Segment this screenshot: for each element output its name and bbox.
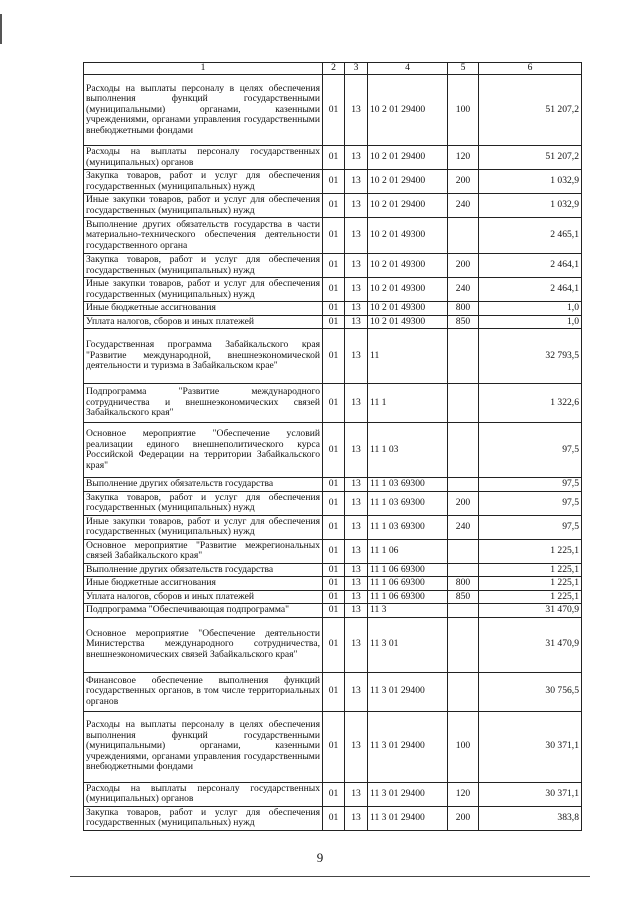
row-target-code: 10 2 01 49300	[368, 278, 448, 302]
row-target-code: 10 2 01 49300	[368, 302, 448, 316]
table-row	[84, 278, 582, 302]
row-amount: 51 207,2	[479, 75, 582, 146]
row-expense-type	[448, 218, 479, 254]
table-row	[84, 590, 582, 604]
row-subsection: 13	[345, 278, 368, 302]
row-name: Закупка товаров, работ и услуг для обеспечения государственных (муниципальных) нужд	[84, 170, 323, 194]
row-section: 01	[323, 672, 345, 711]
table-row	[84, 672, 582, 711]
header-cell-6: 6	[479, 63, 582, 75]
row-expense-type: 800	[448, 577, 479, 591]
row-expense-type: 200	[448, 806, 479, 830]
row-subsection: 13	[345, 170, 368, 194]
row-target-code: 11 3 01	[368, 617, 448, 672]
row-amount: 1 032,9	[479, 170, 582, 194]
row-amount: 1,0	[479, 302, 582, 316]
row-expense-type: 120	[448, 782, 479, 806]
row-expense-type	[448, 539, 479, 563]
row-name: Основное мероприятие "Обеспечение условий реализации единого внешнеполитического курса Российской Федерации на территории Забайкальского края"	[84, 423, 323, 478]
row-section: 01	[323, 563, 345, 577]
row-name: Закупка товаров, работ и услуг для обеспечения государственных (муниципальных) нужд	[84, 254, 323, 278]
row-amount: 30 756,5	[479, 672, 582, 711]
row-name: Закупка товаров, работ и услуг для обеспечения государственных (муниципальных) нужд	[84, 491, 323, 515]
row-expense-type	[448, 604, 479, 618]
row-target-code: 11 1 06	[368, 539, 448, 563]
page-number: 9	[316, 850, 324, 865]
row-name: Государственная программа Забайкальского края "Развитие международной, внешнеэкономической деятельности и туризма в Забайкальском крае"	[84, 329, 323, 384]
row-section: 01	[323, 423, 345, 478]
row-subsection: 13	[345, 782, 368, 806]
row-name: Расходы на выплаты персоналу в целях обеспечения выполнения функций государственными (муниципальными) органами, казенными учреждениями, органами управления государственными внебюджетными фондами	[84, 711, 323, 782]
row-section: 01	[323, 617, 345, 672]
row-name: Иные бюджетные ассигнования	[84, 302, 323, 316]
row-section: 01	[323, 254, 345, 278]
row-target-code: 10 2 01 29400	[368, 75, 448, 146]
scan-edge-mark	[0, 14, 2, 44]
row-expense-type: 120	[448, 146, 479, 170]
row-name: Расходы на выплаты персоналу в целях обеспечения выполнения функций государственными (муниципальными) органами, казенными учреждениями, органами управления государственными внебюджетными фондами	[84, 75, 323, 146]
row-name: Подпрограмма "Обеспечивающая подпрограмма"	[84, 604, 323, 618]
row-section: 01	[323, 384, 345, 423]
table-row	[84, 315, 582, 329]
row-name: Расходы на выплаты персоналу государственных (муниципальных) органов	[84, 146, 323, 170]
row-expense-type: 800	[448, 302, 479, 316]
table-row	[84, 782, 582, 806]
table-row	[84, 604, 582, 618]
row-name: Подпрограмма "Развитие международного сотрудничества и внешнеэкономических связей Забайкальского края"	[84, 384, 323, 423]
row-name: Финансовое обеспечение выполнения функций государственных органов, в том числе территориальных органов	[84, 672, 323, 711]
row-amount: 30 371,1	[479, 711, 582, 782]
row-target-code: 10 2 01 49300	[368, 218, 448, 254]
row-section: 01	[323, 491, 345, 515]
row-name: Закупка товаров, работ и услуг для обеспечения государственных (муниципальных) нужд	[84, 806, 323, 830]
row-expense-type	[448, 672, 479, 711]
row-subsection: 13	[345, 672, 368, 711]
row-subsection: 13	[345, 617, 368, 672]
row-subsection: 13	[345, 384, 368, 423]
row-amount: 2 464,1	[479, 278, 582, 302]
row-target-code: 11 1 06 69300	[368, 577, 448, 591]
row-amount: 97,5	[479, 491, 582, 515]
row-target-code: 11 1 03 69300	[368, 478, 448, 492]
row-amount: 383,8	[479, 806, 582, 830]
row-expense-type	[448, 563, 479, 577]
row-section: 01	[323, 315, 345, 329]
table-row	[84, 711, 582, 782]
row-amount: 97,5	[479, 478, 582, 492]
row-name: Иные закупки товаров, работ и услуг для обеспечения государственных (муниципальных) нужд	[84, 515, 323, 539]
row-name: Уплата налогов, сборов и иных платежей	[84, 315, 323, 329]
row-section: 01	[323, 170, 345, 194]
row-subsection: 13	[345, 539, 368, 563]
row-section: 01	[323, 577, 345, 591]
row-target-code: 11 1 03 69300	[368, 491, 448, 515]
row-target-code: 11 1 03 69300	[368, 515, 448, 539]
row-subsection: 13	[345, 302, 368, 316]
row-expense-type: 100	[448, 711, 479, 782]
row-subsection: 13	[345, 75, 368, 146]
row-subsection: 13	[345, 254, 368, 278]
row-subsection: 13	[345, 423, 368, 478]
row-target-code: 11	[368, 329, 448, 384]
table-row	[84, 194, 582, 218]
row-name: Выполнение других обязательств государства	[84, 478, 323, 492]
row-section: 01	[323, 711, 345, 782]
row-expense-type: 240	[448, 515, 479, 539]
row-section: 01	[323, 604, 345, 618]
table-row	[84, 478, 582, 492]
row-subsection: 13	[345, 515, 368, 539]
row-section: 01	[323, 146, 345, 170]
table-row	[84, 806, 582, 830]
row-target-code: 11 1 06 69300	[368, 590, 448, 604]
row-amount: 1 322,6	[479, 384, 582, 423]
row-section: 01	[323, 782, 345, 806]
table-row	[84, 423, 582, 478]
row-amount: 2 465,1	[479, 218, 582, 254]
table-row	[84, 384, 582, 423]
header-cell-5: 5	[448, 63, 479, 75]
row-name: Иные закупки товаров, работ и услуг для обеспечения государственных (муниципальных) нужд	[84, 194, 323, 218]
row-section: 01	[323, 478, 345, 492]
row-amount: 51 207,2	[479, 146, 582, 170]
table-row	[84, 515, 582, 539]
table-row	[84, 491, 582, 515]
row-subsection: 13	[345, 806, 368, 830]
row-subsection: 13	[345, 711, 368, 782]
row-subsection: 13	[345, 563, 368, 577]
table-row	[84, 617, 582, 672]
row-amount: 31 470,9	[479, 617, 582, 672]
row-target-code: 10 2 01 29400	[368, 194, 448, 218]
row-name: Основное мероприятие "Обеспечение деятельности Министерства международного сотрудничества, внешнеэкономических связей Забайкальского края"	[84, 617, 323, 672]
row-section: 01	[323, 806, 345, 830]
table-row	[84, 254, 582, 278]
row-subsection: 13	[345, 590, 368, 604]
row-expense-type: 850	[448, 590, 479, 604]
table-row	[84, 577, 582, 591]
row-expense-type: 100	[448, 75, 479, 146]
row-amount: 97,5	[479, 423, 582, 478]
row-amount: 1 032,9	[479, 194, 582, 218]
row-amount: 2 464,1	[479, 254, 582, 278]
row-subsection: 13	[345, 604, 368, 618]
row-subsection: 13	[345, 329, 368, 384]
row-target-code: 11 3 01 29400	[368, 806, 448, 830]
row-name: Уплата налогов, сборов и иных платежей	[84, 590, 323, 604]
table-row	[84, 170, 582, 194]
header-cell-1: 1	[84, 63, 323, 75]
row-name: Выполнение других обязательств государства в части материально-технического обеспечения деятельности государственного органа	[84, 218, 323, 254]
budget-table	[83, 62, 582, 831]
table-row	[84, 302, 582, 316]
row-amount: 30 371,1	[479, 782, 582, 806]
row-section: 01	[323, 278, 345, 302]
row-section: 01	[323, 302, 345, 316]
row-subsection: 13	[345, 194, 368, 218]
row-expense-type	[448, 329, 479, 384]
row-amount: 97,5	[479, 515, 582, 539]
row-expense-type: 240	[448, 278, 479, 302]
row-expense-type: 850	[448, 315, 479, 329]
table-row	[84, 218, 582, 254]
row-subsection: 13	[345, 577, 368, 591]
row-target-code: 11 3 01 29400	[368, 782, 448, 806]
header-row	[84, 63, 582, 75]
row-name: Выполнение других обязательств государства	[84, 563, 323, 577]
row-subsection: 13	[345, 478, 368, 492]
row-target-code: 10 2 01 29400	[368, 170, 448, 194]
footer-rule	[70, 876, 590, 877]
row-amount: 31 470,9	[479, 604, 582, 618]
row-section: 01	[323, 218, 345, 254]
row-amount: 1 225,1	[479, 577, 582, 591]
header-cell-4: 4	[368, 63, 448, 75]
row-target-code: 10 2 01 29400	[368, 146, 448, 170]
row-section: 01	[323, 329, 345, 384]
row-section: 01	[323, 515, 345, 539]
row-target-code: 11 1 03	[368, 423, 448, 478]
table-row	[84, 563, 582, 577]
row-target-code: 11 1 06 69300	[368, 563, 448, 577]
row-expense-type: 200	[448, 491, 479, 515]
row-subsection: 13	[345, 218, 368, 254]
row-subsection: 13	[345, 491, 368, 515]
row-expense-type: 200	[448, 170, 479, 194]
row-expense-type: 200	[448, 254, 479, 278]
table-row	[84, 539, 582, 563]
row-name: Иные бюджетные ассигнования	[84, 577, 323, 591]
table-row	[84, 329, 582, 384]
row-expense-type	[448, 478, 479, 492]
row-expense-type	[448, 384, 479, 423]
row-name: Основное мероприятие "Развитие межрегиональных связей Забайкальского края"	[84, 539, 323, 563]
table-row	[84, 75, 582, 146]
row-target-code: 11 3 01 29400	[368, 672, 448, 711]
row-expense-type	[448, 617, 479, 672]
table-row	[84, 146, 582, 170]
row-target-code: 11 1	[368, 384, 448, 423]
row-name: Расходы на выплаты персоналу государственных (муниципальных) органов	[84, 782, 323, 806]
row-amount: 1 225,1	[479, 590, 582, 604]
row-target-code: 10 2 01 49300	[368, 254, 448, 278]
row-section: 01	[323, 75, 345, 146]
row-amount: 1 225,1	[479, 563, 582, 577]
row-subsection: 13	[345, 146, 368, 170]
row-target-code: 10 2 01 49300	[368, 315, 448, 329]
row-section: 01	[323, 194, 345, 218]
row-section: 01	[323, 590, 345, 604]
row-target-code: 11 3 01 29400	[368, 711, 448, 782]
row-expense-type	[448, 423, 479, 478]
row-amount: 32 793,5	[479, 329, 582, 384]
row-amount: 1 225,1	[479, 539, 582, 563]
row-target-code: 11 3	[368, 604, 448, 618]
row-section: 01	[323, 539, 345, 563]
row-subsection: 13	[345, 315, 368, 329]
header-cell-2: 2	[323, 63, 345, 75]
row-amount: 1,0	[479, 315, 582, 329]
header-cell-3: 3	[345, 63, 368, 75]
row-name: Иные закупки товаров, работ и услуг для обеспечения государственных (муниципальных) нужд	[84, 278, 323, 302]
row-expense-type: 240	[448, 194, 479, 218]
